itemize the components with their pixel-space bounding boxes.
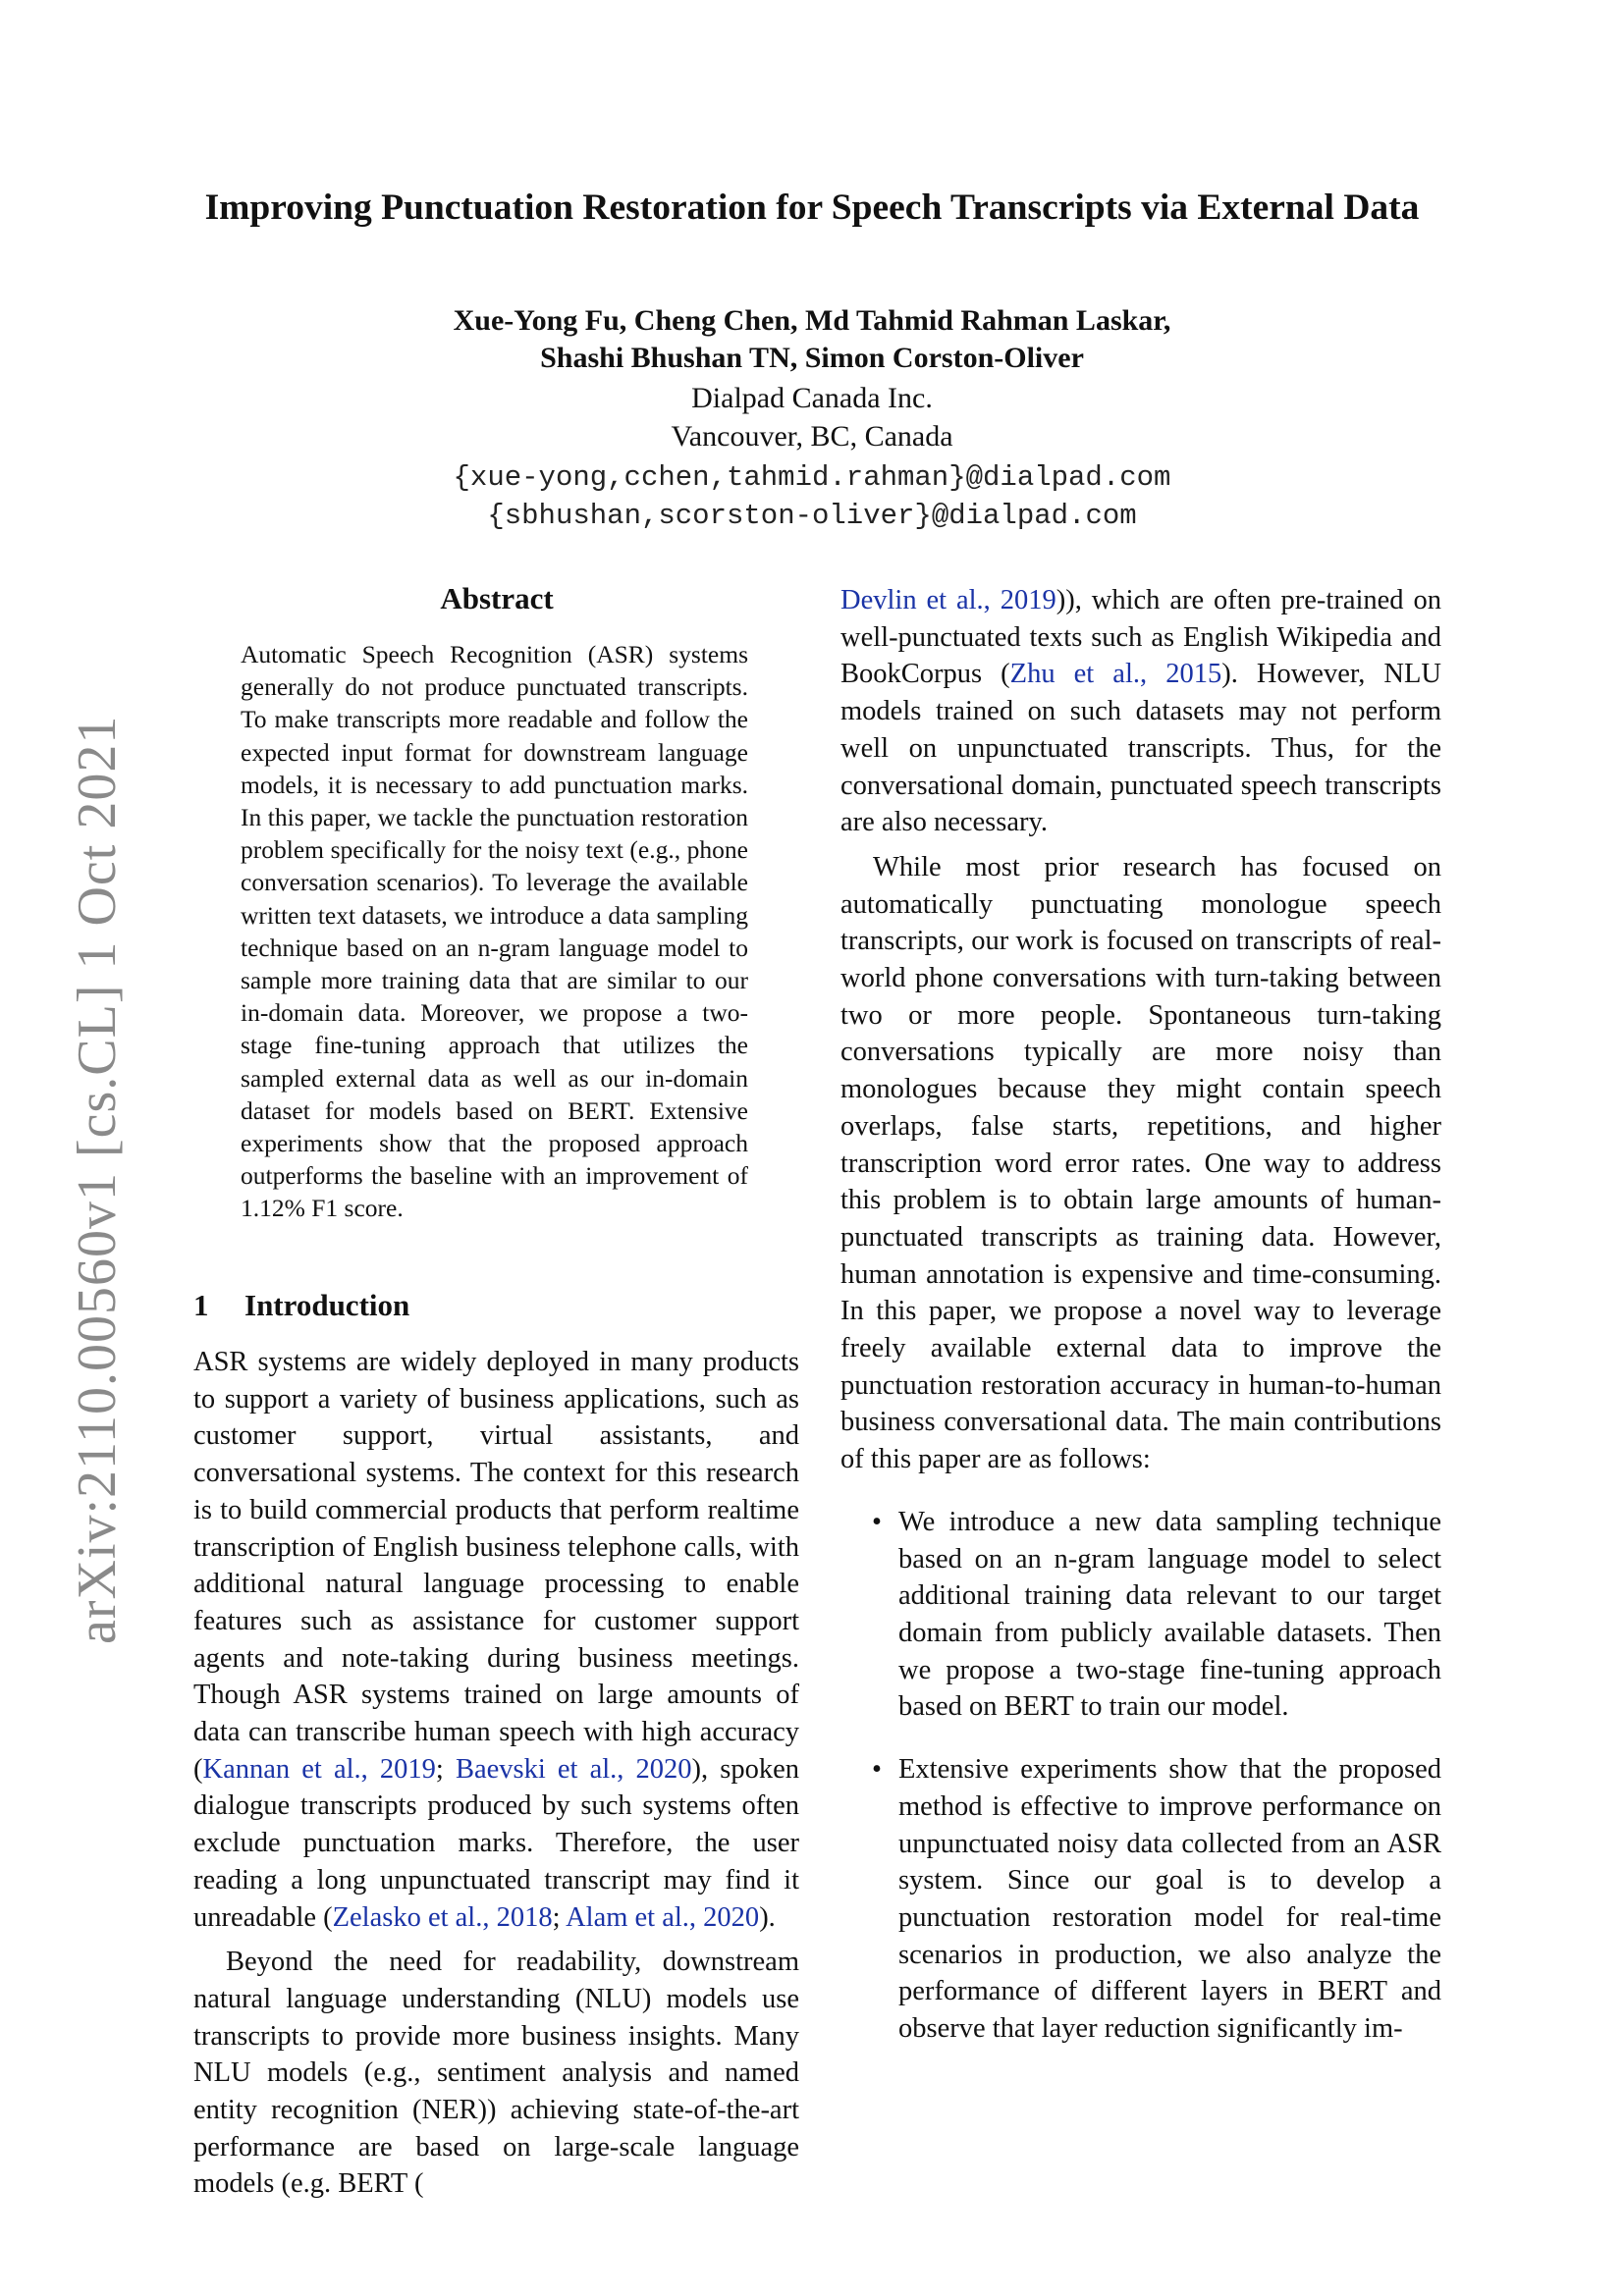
bullet-icon: •: [872, 1506, 882, 1537]
paragraph-text: ), spoken dialogue transcripts produced by such systems often exclude punctuation marks. Therefore, the user reading a long unpunctuated transcript may find it unreadable (: [193, 1753, 799, 1933]
affiliation-org: Dialpad Canada Inc.: [691, 382, 933, 414]
contribution-list: [840, 1504, 1441, 2048]
list-item: [840, 1504, 1441, 1726]
author-line-1: Xue-Yong Fu, Cheng Chen, Md Tahmid Rahman Laskar,: [453, 304, 1171, 337]
author-block: [187, 302, 1437, 377]
citation-separator: ;: [435, 1753, 456, 1785]
left-column: [193, 1344, 799, 2203]
intro-paragraph-3: While most prior research has focused on automatically punctuating monologue speech transcripts, our work is focused on transcripts of real-world phone conversations with turn-taking between two or more people. Spontaneous turn-taking conversations typically are more noisy than monologues because they might contain speech overlaps, false starts, repetitions, and higher transcription word error rates. One way to address this problem is to obtain large amounts of human-punctuated transcripts as training data. However, human annotation is expensive and time-consuming. In this paper, we propose a novel way to leverage freely available external data to improve the punctuation restoration accuracy in human-to-human business conversational data. The main contributions of this paper are as follows:: [840, 851, 1441, 1475]
abstract-text: Automatic Speech Recognition (ASR) systems generally do not produce punctuated transcripts. To make transcripts more readable and follow the expected input format for downstream language models, it is necessary to add punctuation marks. In this paper, we tackle the punctuation restoration problem specifically for the noisy text (e.g., phone conversation scenarios). To leverage the available written text datasets, we introduce a data sampling technique based on an n-gram language model to sample more training data that are similar to our in-domain data. Moreover, we propose a two-stage fine-tuning approach that utilizes the sampled external data as well as our in-domain dataset for models based on BERT. Extensive experiments show that the proposed approach outperforms the baseline with an improvement of 1.12% F1 score.: [241, 640, 748, 1223]
intro-paragraph-2: [193, 1944, 799, 2203]
section-number: 1: [193, 1288, 209, 1322]
citation-link[interactable]: Kannan et al., 2019: [202, 1753, 436, 1785]
contribution-text: Extensive experiments show that the proposed method is effective to improve performance on unpunctuated noisy data collected from an ASR system. Since our goal is to develop a punctuation restoration model for real-time scenarios in production, we also analyze the performance of different layers in BERT and observe that layer reduction significantly im-: [898, 1754, 1441, 2045]
paragraph-text: Beyond the need for readability, downstream natural language understanding (NLU) models use transcripts to provide more business insights. Many NLU models (e.g., sentiment analysis and named entity recognition (NER)) achieving state-of-the-art performance are based on large-scale language models (e.g. BERT (: [193, 1947, 799, 2200]
contribution-text: We introduce a new data sampling technique based on an n-gram language model to select additional training data relevant to our target domain from publicly available datasets. Then we propose a two-stage fine-tuning approach based on BERT to train our model.: [898, 1506, 1441, 1723]
paragraph-text: )), which are often pre-trained on well-punctuated texts such as English Wikipedia and BookCorpus (: [840, 585, 1441, 690]
paragraph-text: ASR systems are widely deployed in many products to support a variety of business applications, such as customer support, virtual assistants, and conversational systems. The context for this research is to build commercial products that perform realtime transcription of English business telephone calls, with additional natural language processing to enable features such as assistance for customer support agents and note-taking during business meetings. Though ASR systems trained on large amounts of data can transcribe human speech with high accuracy (: [193, 1347, 799, 1785]
list-item: [840, 1751, 1441, 2048]
email-line-2: {sbhushan,scorston-oliver}@dialpad.com: [487, 500, 1137, 532]
paragraph-text: ). However, NLU models trained on such datasets may not perform well on unpunctuated transcripts. Thus, for the conversational domain, punctuated speech transcripts are also necessary.: [840, 659, 1441, 838]
right-column: [840, 582, 1441, 2048]
bullet-icon: •: [872, 1754, 882, 1786]
arxiv-identifier-stamp: arXiv:2110.00560v1 [cs.CL] 1 Oct 2021: [67, 715, 128, 1644]
section-heading-introduction: [193, 1286, 802, 1325]
intro-paragraph-1: [193, 1344, 799, 1936]
paragraph-text: ).: [759, 1901, 776, 1933]
section-title: Introduction: [244, 1288, 410, 1322]
author-line-2: Shashi Bhushan TN, Simon Corston-Oliver: [540, 342, 1084, 374]
citation-link[interactable]: Alam et al., 2020: [566, 1901, 760, 1933]
paper-title: Improving Punctuation Restoration for Speech Transcripts via External Data: [204, 187, 1420, 228]
email-line-1: {xue-yong,cchen,tahmid.rahman}@dialpad.com: [453, 461, 1171, 494]
citation-separator: ;: [552, 1901, 567, 1933]
citation-link[interactable]: Devlin et al., 2019: [840, 585, 1056, 615]
intro-paragraph-2-continued: [840, 582, 1441, 841]
citation-link[interactable]: Zhu et al., 2015: [1009, 659, 1222, 690]
email-block: [187, 458, 1437, 535]
abstract-heading: Abstract: [440, 581, 554, 615]
citation-link[interactable]: Zelasko et al., 2018: [332, 1901, 553, 1933]
affiliation-block: [187, 379, 1437, 455]
affiliation-location: Vancouver, BC, Canada: [671, 420, 953, 453]
citation-link[interactable]: Baevski et al., 2020: [455, 1753, 692, 1785]
